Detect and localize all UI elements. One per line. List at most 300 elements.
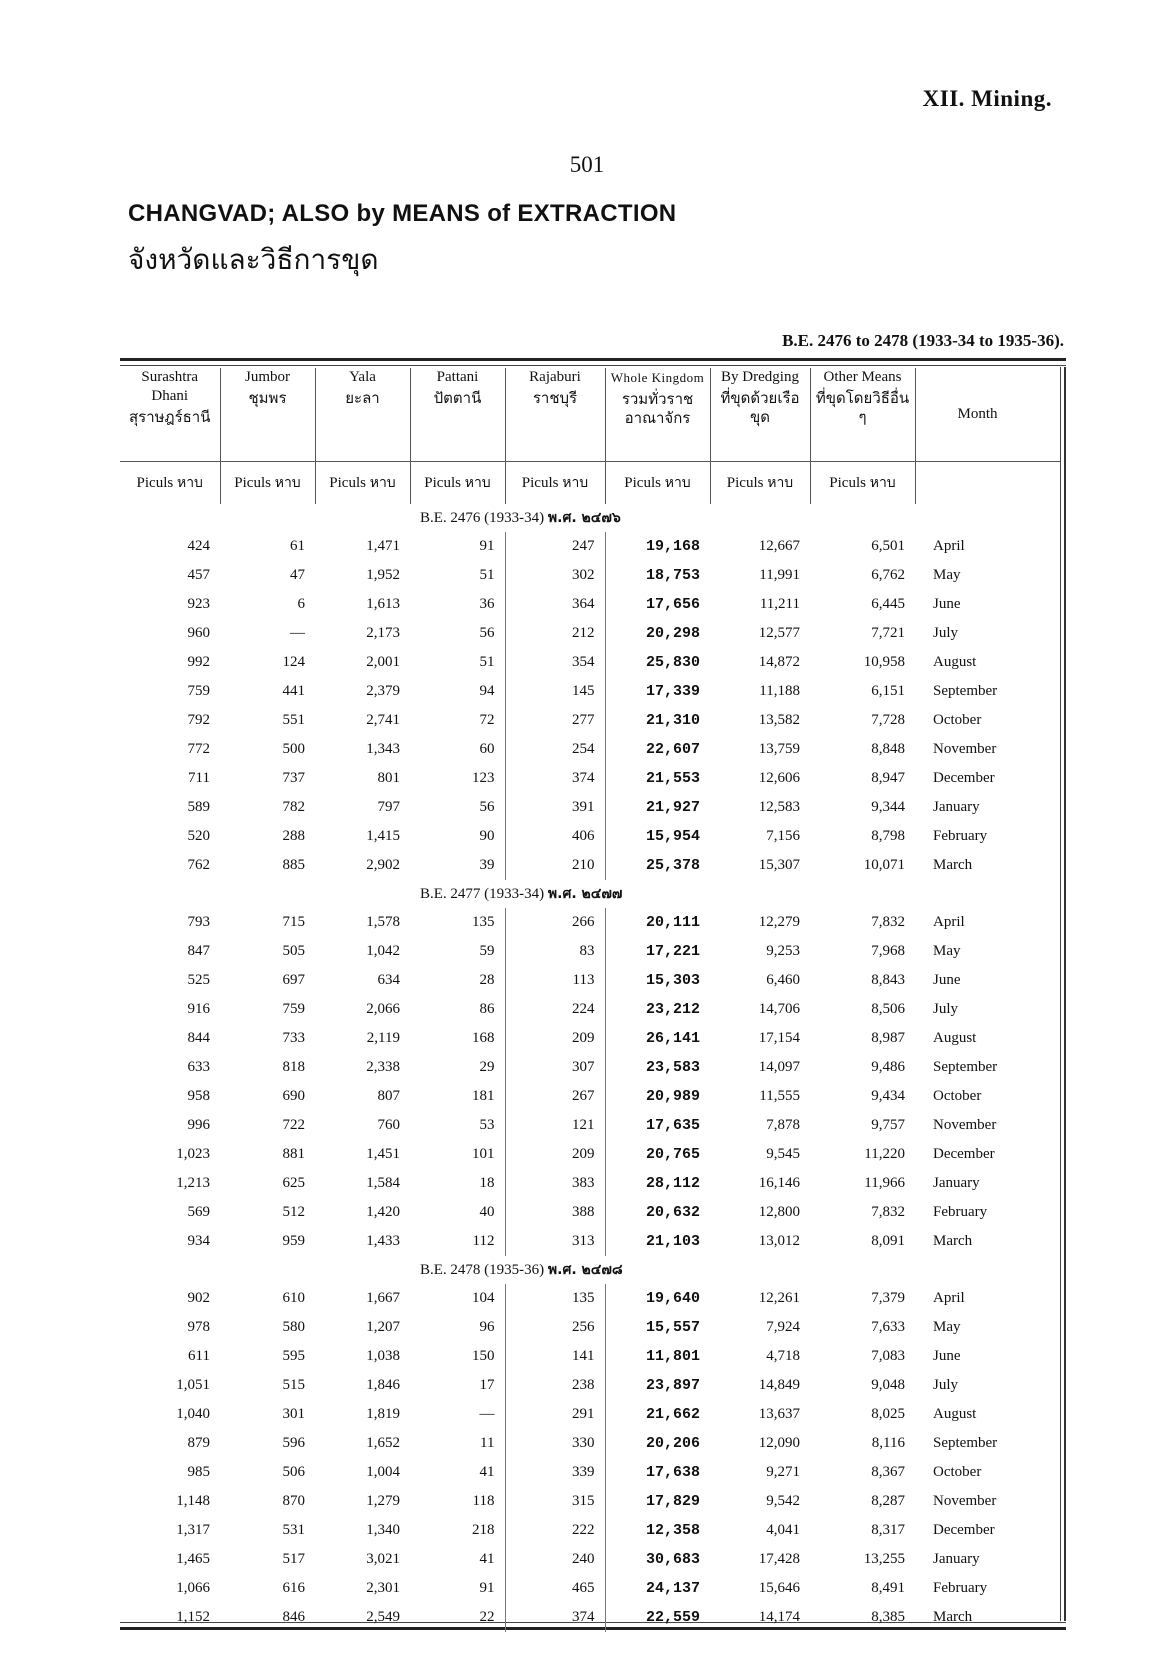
value-cell: 512 <box>282 1204 305 1220</box>
chapter-heading: XII. Mining. <box>922 86 1052 111</box>
month-cell: October <box>933 1464 982 1480</box>
value-cell: 7,728 <box>871 712 905 728</box>
month-cell: September <box>933 683 998 699</box>
value-cell: 29 <box>410 1053 505 1082</box>
value-cell: 12,606 <box>758 770 800 786</box>
value-cell: 1,433 <box>366 1233 400 1249</box>
month-cell: July <box>933 1377 959 1393</box>
value-cell: 6,762 <box>871 567 905 583</box>
value-cell: 12,279 <box>758 914 800 930</box>
value-cell: 267 <box>505 1082 605 1111</box>
table-row <box>120 1227 1060 1256</box>
col-header-yala <box>315 368 410 462</box>
unit-cell: Piculs หาบ <box>220 462 315 505</box>
table-row <box>120 1400 1060 1429</box>
table-title-english: CHANGVAD; ALSO by MEANS of EXTRACTION <box>128 200 677 227</box>
value-cell: 72 <box>410 706 505 735</box>
value-cell: 12,800 <box>758 1204 800 1220</box>
month-cell: February <box>933 1204 988 1220</box>
value-cell: 12,090 <box>758 1435 800 1451</box>
value-cell: 288 <box>282 828 305 844</box>
value-cell: 374 <box>505 764 605 793</box>
value-cell: 801 <box>377 770 400 786</box>
value-cell: 222 <box>505 1516 605 1545</box>
value-cell: 17,428 <box>758 1551 800 1567</box>
value-cell: 1,051 <box>176 1377 210 1393</box>
table-row <box>120 1458 1060 1487</box>
whole-kingdom-cell: 30,683 <box>645 1551 700 1568</box>
value-cell: 12,261 <box>758 1290 800 1306</box>
month-cell: June <box>933 1348 961 1364</box>
value-cell: 733 <box>282 1030 305 1046</box>
whole-kingdom-cell: 25,378 <box>645 857 700 874</box>
table-row <box>120 677 1060 706</box>
value-cell: 218 <box>410 1516 505 1545</box>
col-header-pattani <box>410 368 505 462</box>
value-cell: 569 <box>187 1204 210 1220</box>
value-cell: 2,338 <box>366 1059 400 1075</box>
whole-kingdom-cell: 20,111 <box>645 914 700 931</box>
value-cell: 847 <box>187 943 210 959</box>
value-cell: 1,040 <box>176 1406 210 1422</box>
value-cell: 959 <box>282 1233 305 1249</box>
page-number: 501 <box>569 152 605 177</box>
value-cell: 86 <box>410 995 505 1024</box>
value-cell: 39 <box>410 851 505 880</box>
value-cell: 2,301 <box>366 1580 400 1596</box>
value-cell: 113 <box>505 966 605 995</box>
month-cell: May <box>933 1319 961 1335</box>
col-header-other-means <box>810 368 915 462</box>
value-cell: 616 <box>282 1580 305 1596</box>
value-cell: 793 <box>187 914 210 930</box>
value-cell: 14,872 <box>758 654 800 670</box>
value-cell: 1,317 <box>176 1522 210 1538</box>
col-label-en: Surashtra Dhani <box>141 369 199 404</box>
month-cell: February <box>933 828 988 844</box>
value-cell: 83 <box>505 937 605 966</box>
value-cell: 1,652 <box>366 1435 400 1451</box>
whole-kingdom-cell: 20,206 <box>645 1435 700 1452</box>
value-cell: 8,798 <box>871 828 905 844</box>
whole-kingdom-cell: 15,303 <box>645 972 700 989</box>
value-cell: 2,379 <box>366 683 400 699</box>
value-cell: 13,637 <box>758 1406 800 1422</box>
whole-kingdom-cell: 20,632 <box>645 1204 700 1221</box>
value-cell: 782 <box>282 799 305 815</box>
month-cell: November <box>933 1493 997 1509</box>
value-cell: 209 <box>505 1140 605 1169</box>
value-cell: 51 <box>410 648 505 677</box>
whole-kingdom-cell: 15,954 <box>645 828 700 845</box>
value-cell: 17,154 <box>758 1030 800 1046</box>
col-label-th: ปัตตานี <box>433 389 482 407</box>
value-cell: 104 <box>410 1284 505 1313</box>
month-cell: July <box>933 1001 959 1017</box>
value-cell: 8,385 <box>871 1609 905 1625</box>
month-cell: April <box>933 914 965 930</box>
value-cell: 1,207 <box>366 1319 400 1335</box>
table-row <box>120 1487 1060 1516</box>
value-cell: 150 <box>410 1342 505 1371</box>
value-cell: 3,021 <box>366 1551 400 1567</box>
value-cell: 1,343 <box>366 741 400 757</box>
value-cell: 1,340 <box>366 1522 400 1538</box>
value-cell: 11,220 <box>864 1146 905 1162</box>
month-cell: August <box>933 1406 977 1422</box>
value-cell: 846 <box>282 1609 305 1625</box>
value-cell: 1,846 <box>366 1377 400 1393</box>
col-header-jumbor <box>220 368 315 462</box>
value-cell: — <box>290 625 305 641</box>
value-cell: 36 <box>410 590 505 619</box>
value-cell: 22 <box>410 1603 505 1632</box>
value-cell: 12,583 <box>758 799 800 815</box>
col-header-rajaburi <box>505 368 605 462</box>
value-cell: 1,667 <box>366 1290 400 1306</box>
value-cell: 737 <box>282 770 305 786</box>
value-cell: 8,287 <box>871 1493 905 1509</box>
value-cell: 772 <box>187 741 210 757</box>
value-cell: 9,344 <box>871 799 905 815</box>
value-cell: 364 <box>505 590 605 619</box>
value-cell: 16,146 <box>758 1175 800 1191</box>
value-cell: 40 <box>410 1198 505 1227</box>
col-header-month <box>915 368 1060 462</box>
year-section-label: B.E. 2477 (1933-34) พ.ศ. ๒๔๗๗ <box>420 886 623 902</box>
value-cell: 2,173 <box>366 625 400 641</box>
whole-kingdom-cell: 19,168 <box>645 538 700 555</box>
value-cell: 60 <box>410 735 505 764</box>
value-cell: 525 <box>187 972 210 988</box>
value-cell: 9,253 <box>766 943 800 959</box>
value-cell: — <box>410 1400 505 1429</box>
value-cell: 797 <box>377 799 400 815</box>
value-cell: 210 <box>505 851 605 880</box>
value-cell: 247 <box>505 532 605 561</box>
value-cell: 1,613 <box>366 596 400 612</box>
value-cell: 354 <box>505 648 605 677</box>
value-cell: 123 <box>410 764 505 793</box>
month-cell: March <box>933 1233 973 1249</box>
table-row <box>120 532 1060 561</box>
whole-kingdom-cell: 21,103 <box>645 1233 700 1250</box>
table-row <box>120 1111 1060 1140</box>
value-cell: 1,004 <box>366 1464 400 1480</box>
col-header-whole-kingdom <box>605 368 710 462</box>
value-cell: 923 <box>187 596 210 612</box>
value-cell: 1,578 <box>366 914 400 930</box>
value-cell: 596 <box>282 1435 305 1451</box>
table-row <box>120 1140 1060 1169</box>
month-cell: February <box>933 1580 988 1596</box>
value-cell: 505 <box>282 943 305 959</box>
value-cell: 8,116 <box>871 1435 905 1451</box>
value-cell: 330 <box>505 1429 605 1458</box>
value-cell: 254 <box>505 735 605 764</box>
value-cell: 374 <box>505 1603 605 1632</box>
col-label-th: ที่ขุดด้วยเรือขุด <box>720 389 800 426</box>
value-cell: 870 <box>282 1493 305 1509</box>
value-cell: 8,987 <box>871 1030 905 1046</box>
table-row <box>120 1342 1060 1371</box>
unit-cell: Piculs หาบ <box>605 462 710 505</box>
value-cell: 611 <box>188 1348 210 1364</box>
col-label-en: Month <box>957 406 998 422</box>
whole-kingdom-cell: 17,339 <box>645 683 700 700</box>
value-cell: 551 <box>282 712 305 728</box>
whole-kingdom-cell: 21,553 <box>645 770 700 787</box>
value-cell: 10,958 <box>863 654 905 670</box>
col-label-th: ที่ขุดโดยวิธีอื่น ๆ <box>815 389 910 426</box>
value-cell: 209 <box>505 1024 605 1053</box>
period-heading: B.E. 2476 to 2478 (1933-34 to 1935-36). <box>782 331 1064 350</box>
value-cell: 7,083 <box>871 1348 905 1364</box>
value-cell: 168 <box>410 1024 505 1053</box>
whole-kingdom-cell: 22,559 <box>645 1609 700 1626</box>
value-cell: 135 <box>410 908 505 937</box>
value-cell: 11,991 <box>759 567 800 583</box>
value-cell: 7,156 <box>766 828 800 844</box>
value-cell: 9,271 <box>766 1464 800 1480</box>
month-cell: May <box>933 943 961 959</box>
year-section-label: B.E. 2478 (1935-36) พ.ศ. ๒๔๗๘ <box>420 1262 623 1278</box>
whole-kingdom-cell: 12,358 <box>645 1522 700 1539</box>
value-cell: 11,966 <box>864 1175 905 1191</box>
whole-kingdom-cell: 17,635 <box>645 1117 700 1134</box>
value-cell: 722 <box>282 1117 305 1133</box>
month-cell: June <box>933 596 961 612</box>
month-cell: October <box>933 712 982 728</box>
whole-kingdom-cell: 21,662 <box>645 1406 700 1423</box>
table-row <box>120 1024 1060 1053</box>
value-cell: 885 <box>282 857 305 873</box>
value-cell: 388 <box>505 1198 605 1227</box>
whole-kingdom-cell: 21,927 <box>645 799 700 816</box>
value-cell: 13,759 <box>758 741 800 757</box>
value-cell: 7,633 <box>871 1319 905 1335</box>
value-cell: 91 <box>410 532 505 561</box>
value-cell: 256 <box>505 1313 605 1342</box>
value-cell: 96 <box>410 1313 505 1342</box>
value-cell: 8,843 <box>871 972 905 988</box>
table-row <box>120 908 1060 937</box>
month-cell: January <box>933 799 980 815</box>
col-label-th: ชุมพร <box>248 389 287 407</box>
unit-cell: Piculs หาบ <box>120 462 220 505</box>
value-cell: 8,491 <box>871 1580 905 1596</box>
whole-kingdom-cell: 25,830 <box>645 654 700 671</box>
whole-kingdom-cell: 23,897 <box>645 1377 700 1394</box>
value-cell: 2,119 <box>366 1030 400 1046</box>
col-label-th: ราชบุรี <box>532 389 578 407</box>
value-cell: 625 <box>282 1175 305 1191</box>
value-cell: 11,188 <box>759 683 800 699</box>
value-cell: 960 <box>187 625 210 641</box>
value-cell: 634 <box>377 972 400 988</box>
value-cell: 8,367 <box>871 1464 905 1480</box>
value-cell: 8,848 <box>871 741 905 757</box>
value-cell: 14,097 <box>758 1059 800 1075</box>
table-row <box>120 1284 1060 1313</box>
value-cell: 302 <box>505 561 605 590</box>
value-cell: 135 <box>505 1284 605 1313</box>
table-row <box>120 793 1060 822</box>
value-cell: 101 <box>410 1140 505 1169</box>
value-cell: 8,947 <box>871 770 905 786</box>
table-row <box>120 1313 1060 1342</box>
table-row <box>120 1053 1060 1082</box>
value-cell: 11,211 <box>759 596 800 612</box>
month-cell: November <box>933 741 997 757</box>
value-cell: 90 <box>410 822 505 851</box>
value-cell: 1,952 <box>366 567 400 583</box>
value-cell: 11 <box>410 1429 505 1458</box>
month-cell: December <box>933 1522 995 1538</box>
whole-kingdom-cell: 19,640 <box>645 1290 700 1307</box>
unit-cell: Piculs หาบ <box>315 462 410 505</box>
value-cell: 7,721 <box>871 625 905 641</box>
value-cell: 61 <box>290 538 305 554</box>
value-cell: 759 <box>187 683 210 699</box>
value-cell: 56 <box>410 793 505 822</box>
value-cell: 14,706 <box>758 1001 800 1017</box>
month-cell: December <box>933 1146 995 1162</box>
value-cell: 118 <box>410 1487 505 1516</box>
value-cell: 124 <box>282 654 305 670</box>
unit-row <box>120 462 1060 505</box>
table-row <box>120 1082 1060 1111</box>
month-cell: July <box>933 625 959 641</box>
value-cell: 11,555 <box>759 1088 800 1104</box>
value-cell: 8,025 <box>871 1406 905 1422</box>
value-cell: 8,091 <box>871 1233 905 1249</box>
value-cell: 41 <box>410 1545 505 1574</box>
value-cell: 792 <box>187 712 210 728</box>
value-cell: 240 <box>505 1545 605 1574</box>
col-label-en: Pattani <box>436 369 479 385</box>
year-section-row <box>120 880 1060 908</box>
col-label-en: Other Means <box>823 369 902 385</box>
value-cell: 2,549 <box>366 1609 400 1625</box>
table-row <box>120 1545 1060 1574</box>
value-cell: 1,819 <box>366 1406 400 1422</box>
col-header-surashtra <box>120 368 220 462</box>
value-cell: 8,506 <box>871 1001 905 1017</box>
month-cell: September <box>933 1435 998 1451</box>
value-cell: 934 <box>187 1233 210 1249</box>
value-cell: 9,542 <box>766 1493 800 1509</box>
value-cell: 8,317 <box>871 1522 905 1538</box>
value-cell: 985 <box>187 1464 210 1480</box>
value-cell: 145 <box>505 677 605 706</box>
col-label-en: Yala <box>349 369 376 385</box>
whole-kingdom-cell: 17,829 <box>645 1493 700 1510</box>
value-cell: 2,001 <box>366 654 400 670</box>
value-cell: 9,757 <box>871 1117 905 1133</box>
value-cell: 6,445 <box>871 596 905 612</box>
value-cell: 711 <box>188 770 210 786</box>
year-section-label: B.E. 2476 (1933-34) พ.ศ. ๒๔๗๖ <box>420 510 621 526</box>
value-cell: 762 <box>187 857 210 873</box>
value-cell: 277 <box>505 706 605 735</box>
whole-kingdom-cell: 26,141 <box>645 1030 700 1047</box>
value-cell: 457 <box>187 567 210 583</box>
value-cell: 520 <box>187 828 210 844</box>
value-cell: 7,878 <box>766 1117 800 1133</box>
value-cell: 12,577 <box>758 625 800 641</box>
col-label-en: By Dredging <box>721 369 799 385</box>
value-cell: 506 <box>282 1464 305 1480</box>
month-cell: May <box>933 567 961 583</box>
month-cell: November <box>933 1117 997 1133</box>
table-row <box>120 735 1060 764</box>
value-cell: 18 <box>410 1169 505 1198</box>
month-cell: January <box>933 1175 980 1191</box>
year-section-row <box>120 504 1060 532</box>
value-cell: 6,151 <box>871 683 905 699</box>
value-cell: 1,213 <box>176 1175 210 1191</box>
year-section-row <box>120 1256 1060 1284</box>
value-cell: 13,012 <box>758 1233 800 1249</box>
value-cell: 610 <box>282 1290 305 1306</box>
whole-kingdom-cell: 11,801 <box>645 1348 700 1365</box>
col-label-en: Whole Kingdom <box>610 370 705 385</box>
value-cell: 2,741 <box>366 712 400 728</box>
value-cell: 15,646 <box>758 1580 800 1596</box>
month-cell: September <box>933 1059 998 1075</box>
value-cell: 7,924 <box>766 1319 800 1335</box>
value-cell: 595 <box>282 1348 305 1364</box>
value-cell: 1,038 <box>366 1348 400 1364</box>
value-cell: 339 <box>505 1458 605 1487</box>
value-cell: 15,307 <box>758 857 800 873</box>
value-cell: 916 <box>187 1001 210 1017</box>
unit-cell: Piculs หาบ <box>410 462 505 505</box>
table-row <box>120 1429 1060 1458</box>
unit-cell: Piculs หาบ <box>810 462 915 505</box>
value-cell: 818 <box>282 1059 305 1075</box>
value-cell: 424 <box>187 538 210 554</box>
table-row <box>120 1198 1060 1227</box>
col-label-th: ยะลา <box>345 389 380 407</box>
table-title-thai: จังหวัดและวิธีการขุด <box>128 243 379 276</box>
value-cell: 212 <box>505 619 605 648</box>
whole-kingdom-cell: 18,753 <box>645 567 700 584</box>
value-cell: 10,071 <box>863 857 905 873</box>
value-cell: 406 <box>505 822 605 851</box>
value-cell: 690 <box>282 1088 305 1104</box>
value-cell: 7,832 <box>871 914 905 930</box>
value-cell: 1,042 <box>366 943 400 959</box>
value-cell: 807 <box>377 1088 400 1104</box>
value-cell: 902 <box>187 1290 210 1306</box>
value-cell: 1,471 <box>366 538 400 554</box>
table-row <box>120 1516 1060 1545</box>
value-cell: 7,379 <box>871 1290 905 1306</box>
month-cell: March <box>933 1609 973 1625</box>
value-cell: 2,066 <box>366 1001 400 1017</box>
value-cell: 112 <box>410 1227 505 1256</box>
whole-kingdom-cell: 17,656 <box>645 596 700 613</box>
table-row <box>120 561 1060 590</box>
value-cell: 580 <box>282 1319 305 1335</box>
value-cell: 1,451 <box>366 1146 400 1162</box>
value-cell: 9,486 <box>871 1059 905 1075</box>
value-cell: 41 <box>410 1458 505 1487</box>
value-cell: 9,434 <box>871 1088 905 1104</box>
value-cell: 181 <box>410 1082 505 1111</box>
